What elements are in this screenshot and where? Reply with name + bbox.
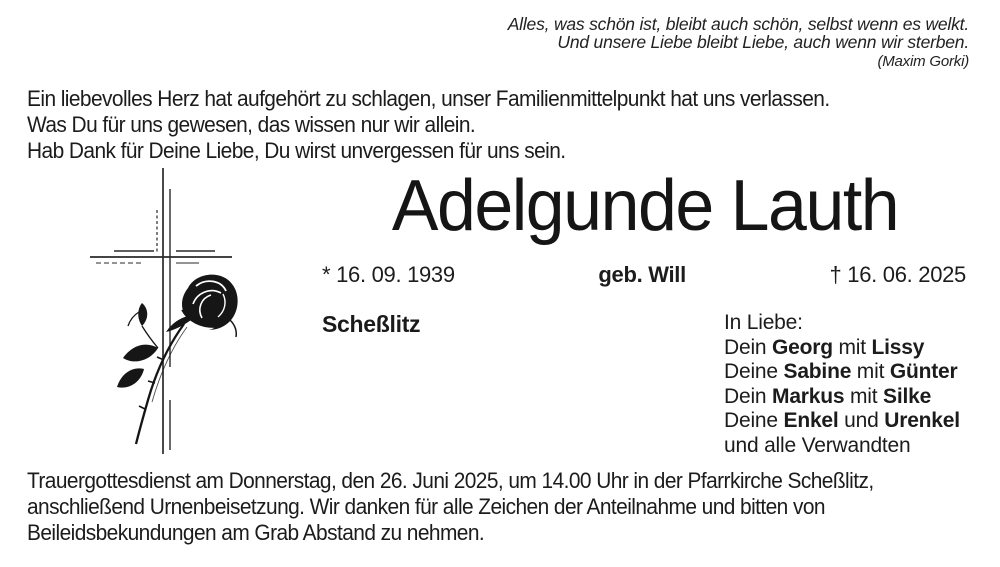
announcement-line-2: anschließend Urnenbeisetzung. Wir danken für alle Zeichen der Anteilnahme und bitten von: [27, 494, 825, 519]
dates-row: [322, 262, 966, 288]
announcement-paragraph: [27, 468, 874, 546]
announcement-line-1: Trauergottesdienst am Donnerstag, den 26. Juni 2025, um 14.00 Uhr in der Pfarrkirche Scheßlitz,: [27, 468, 874, 493]
deceased-name: Adelgunde Lauth: [391, 166, 899, 246]
intro-line-2: Was Du für uns gewesen, das wissen nur wir allein.: [27, 112, 476, 137]
mourner-line: Dein Georg mit Lissy: [724, 335, 925, 359]
mourner-line: und alle Verwandten: [724, 433, 911, 457]
death-date: † 16. 06. 2025: [829, 262, 966, 287]
rose-bloom: [166, 275, 238, 337]
announcement-line-3: Beileidsbekundungen am Grab Abstand zu nehmen.: [27, 520, 485, 545]
place-name: Scheßlitz: [322, 311, 421, 337]
quote-block: [508, 15, 969, 71]
intro-line-3: Hab Dank für Deine Liebe, Du wirst unvergessen für uns sein.: [27, 138, 566, 163]
quote-attribution: (Maxim Gorki): [877, 53, 969, 70]
mourner-line: Dein Markus mit Silke: [724, 384, 932, 408]
maiden-name: geb. Will: [598, 262, 686, 287]
intro-line-1: Ein liebevolles Herz hat aufgehört zu schlagen, unser Familienmittelpunkt hat uns verlassen.: [27, 86, 830, 111]
mourner-line: Deine Enkel und Urenkel: [724, 409, 960, 433]
quote-line-1: Alles, was schön ist, bleibt auch schön, selbst wenn es welkt.: [507, 14, 969, 34]
birth-date: * 16. 09. 1939: [322, 262, 455, 287]
quote-line-2: Und unsere Liebe bleibt Liebe, auch wenn wir sterben.: [557, 32, 969, 52]
intro-paragraph: [27, 86, 830, 164]
mourners-heading: In Liebe:: [724, 311, 803, 334]
mourner-line: Deine Sabine mit Günter: [724, 360, 958, 384]
cross-and-rose-illustration: [84, 162, 266, 460]
mourners-block: [724, 311, 960, 459]
